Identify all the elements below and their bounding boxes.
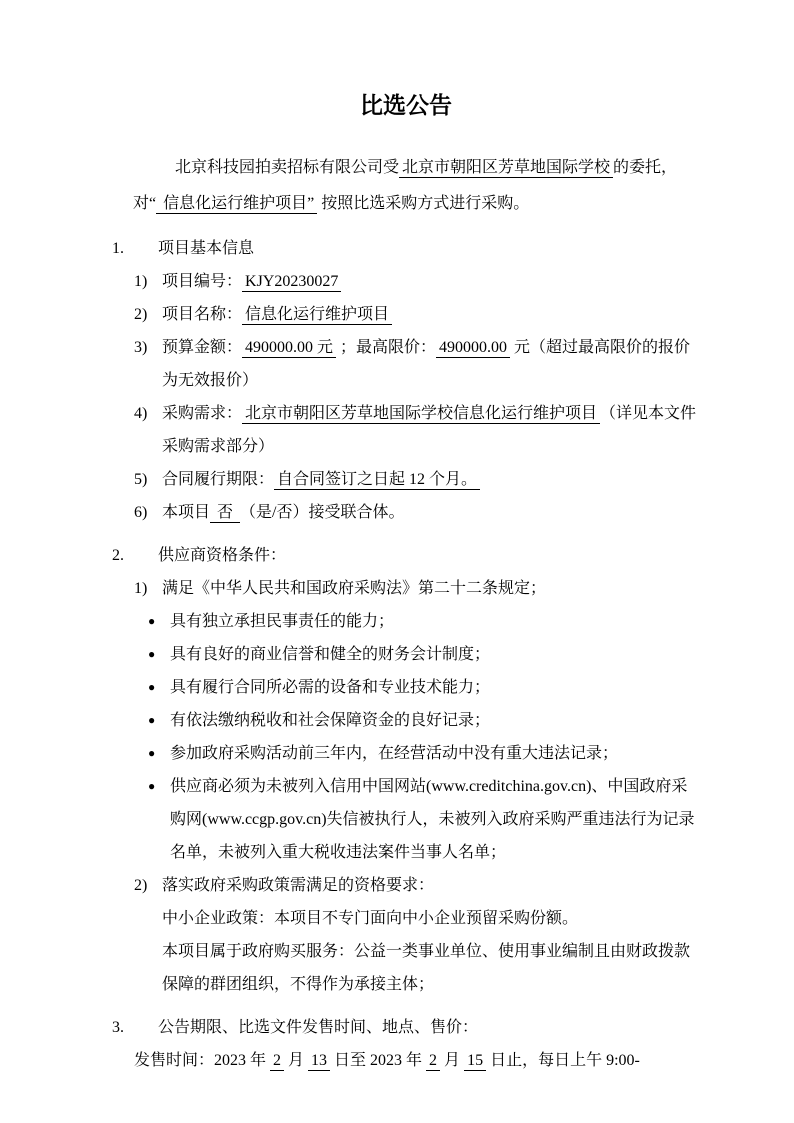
- budget-value: 490000.00 元: [242, 339, 336, 358]
- intro-paragraph: [133, 150, 700, 222]
- bullet-text: 有依法缴纳税收和社会保障资金的良好记录；: [170, 712, 491, 729]
- sale-text: 日止，每日上午 9:00-: [486, 1052, 640, 1069]
- item-label: 采购需求：: [162, 405, 243, 422]
- sale-start-month: 2: [270, 1052, 284, 1071]
- section-3: [112, 1011, 700, 1077]
- list-item-contract-term: [134, 463, 700, 496]
- policy-paragraph-gov-service: 本项目属于政府购买服务：公益一类事业单位、使用事业编制且由财政拨款保障的群团组织，不得作为承接主体；: [162, 943, 691, 993]
- client-name-underlined: 北京市朝阳区芳草地国际学校: [399, 159, 613, 178]
- bullet-item: [148, 704, 700, 737]
- list-item-consortium: [134, 496, 700, 529]
- bullet-icon: ●: [148, 779, 156, 793]
- project-name-value: 信息化运行维护项目: [242, 306, 392, 325]
- page-title: 比选公告: [360, 92, 452, 118]
- open-quote: “: [149, 195, 157, 212]
- bullet-icon: ●: [148, 680, 156, 694]
- list-item-requirement: [134, 397, 700, 463]
- bullet-icon: ●: [148, 713, 156, 727]
- bullet-text: 供应商必须为未被列入信用中国网站(www.creditchina.gov.cn)、中国政府采购网(www.ccgp.gov.cn)失信被执行人，未被列入政府采购严重违法行为记录名单，未被列入重大税收违法案件当事人名单；: [170, 778, 695, 861]
- section-number: 2.: [112, 547, 124, 564]
- section-3-heading: [112, 1011, 700, 1044]
- bullet-icon: ●: [148, 746, 156, 760]
- consortium-answer-value: 否: [210, 504, 240, 523]
- item-text: ；最高限价：: [336, 339, 437, 356]
- item-number: 1): [134, 580, 148, 597]
- list-item-law: [134, 572, 700, 605]
- section-1-heading: [112, 232, 700, 265]
- item-text: 满足《中华人民共和国政府采购法》第二十二条规定；: [162, 580, 547, 597]
- sale-text: 发售时间：2023 年: [134, 1052, 271, 1069]
- sale-end-day: 15: [464, 1052, 486, 1071]
- intro-text: 按照比选采购方式进行采购。: [317, 195, 530, 212]
- project-code-value: KJY20230027: [242, 273, 341, 292]
- bullet-text: 具有履行合同所必需的设备和专业技术能力；: [170, 679, 491, 696]
- section-heading-text: 供应商资格条件：: [158, 547, 287, 564]
- bullet-text: 具有独立承担民事责任的能力；: [170, 613, 395, 630]
- requirement-value: 北京市朝阳区芳草地国际学校信息化运行维护项目: [242, 405, 600, 424]
- bullet-item: [148, 737, 700, 770]
- section-number: 3.: [112, 1019, 124, 1036]
- item-number: 5): [134, 471, 148, 488]
- bullet-text: 参加政府采购活动前三年内，在经营活动中没有重大违法记录；: [170, 745, 619, 762]
- item-number: 2): [134, 306, 148, 323]
- sale-start-day: 13: [308, 1052, 330, 1071]
- section-heading-text: 项目基本信息: [158, 240, 255, 257]
- item-text: 落实政府采购政策需满足的资格要求：: [162, 877, 435, 894]
- bullet-item: [148, 671, 700, 704]
- section-1: [112, 232, 700, 529]
- sale-text: 日至 2023 年: [330, 1052, 427, 1069]
- item-number: 1): [134, 273, 148, 290]
- contract-term-value: 自合同签订之日起 12 个月。: [274, 471, 480, 490]
- intro-text: 北京科技园拍卖招标有限公司受: [175, 159, 400, 176]
- list-item-project-name: [134, 298, 700, 331]
- policy-paragraph-sme: 中小企业政策：本项目不专门面向中小企业预留采购份额。: [162, 910, 579, 927]
- max-price-value: 490000.00: [436, 339, 510, 358]
- bullet-item: [148, 605, 700, 638]
- item-text: 本项目: [162, 504, 211, 521]
- item-number: 6): [134, 504, 148, 521]
- bullet-item: [148, 770, 700, 869]
- section-2: [112, 539, 700, 1001]
- section-number: 1.: [112, 240, 124, 257]
- item-label: 合同履行期限：: [162, 471, 275, 488]
- item-number: 2): [134, 877, 148, 894]
- item-text: （是/否）接受联合体。: [240, 504, 405, 521]
- list-item-budget: [134, 331, 700, 397]
- bullet-item: [148, 638, 700, 671]
- item-number: 4): [134, 405, 148, 422]
- item-text: （详见本文件采购需求部分）: [162, 405, 697, 455]
- sale-end-month: 2: [426, 1052, 440, 1071]
- section-2-heading: [112, 539, 700, 572]
- bullet-icon: ●: [148, 614, 156, 628]
- item-label: 预算金额：: [162, 339, 243, 356]
- list-item-project-code: [134, 265, 700, 298]
- item-text: 元（超过最高限价的报价为无效报价）: [162, 339, 691, 389]
- project-name-underlined: 信息化运行维护项目”: [156, 195, 317, 214]
- bullet-text: 具有良好的商业信誉和健全的财务会计制度；: [170, 646, 491, 663]
- item-label: 项目编号：: [162, 273, 243, 290]
- section-heading-text: 公告期限、比选文件发售时间、地点、售价：: [158, 1019, 479, 1036]
- sale-time-line: [134, 1044, 700, 1077]
- intro-text: 的委托，对: [133, 159, 678, 212]
- list-item-policy: [134, 869, 700, 902]
- item-number: 3): [134, 339, 148, 356]
- sale-text: 月: [284, 1052, 309, 1069]
- sale-text: 月: [440, 1052, 465, 1069]
- bullet-icon: ●: [148, 647, 156, 661]
- item-label: 项目名称：: [162, 306, 243, 323]
